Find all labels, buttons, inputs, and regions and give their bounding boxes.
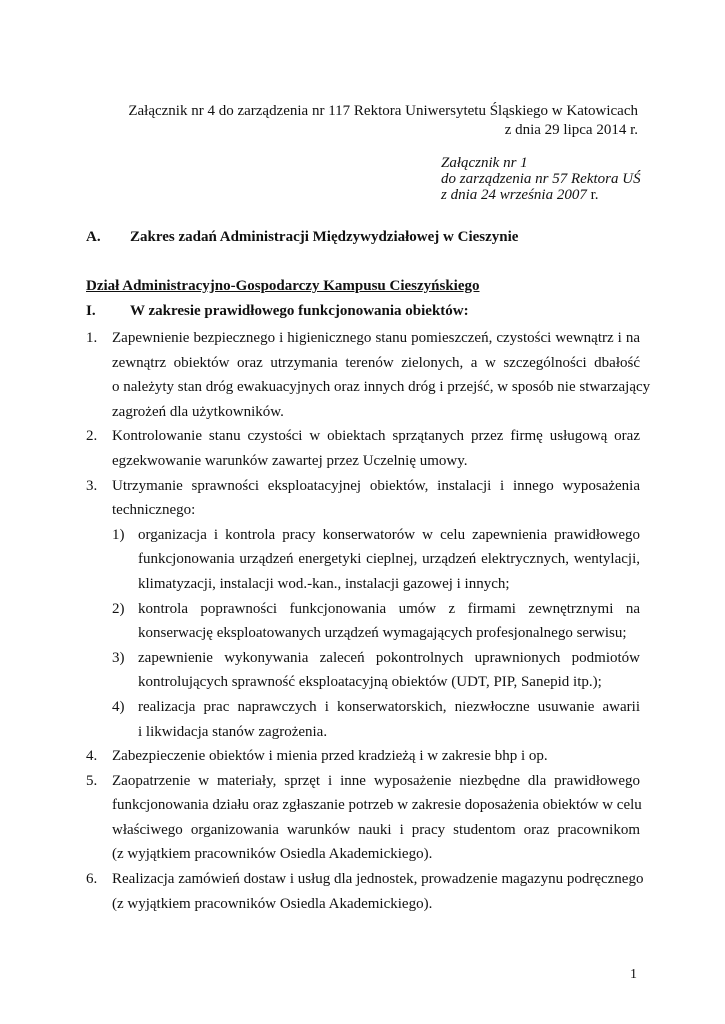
sub-list-item bbox=[112, 523, 640, 597]
sub-list-item-number: 3) bbox=[112, 649, 125, 666]
sub-list-item-number: 4) bbox=[112, 698, 125, 715]
list-item bbox=[86, 474, 640, 523]
subsection-i-heading bbox=[86, 303, 469, 320]
text-line: funkcjonowania działu oraz zgłaszanie potrzeb w zakresie doposażenia obiektów w celu bbox=[112, 797, 642, 814]
attachment-line-1: Załącznik nr 1 bbox=[441, 155, 528, 171]
text-line: (z wyjątkiem pracowników Osiedla Akademickiego). bbox=[112, 895, 433, 912]
list-item bbox=[86, 744, 640, 769]
text-line: zewnątrz obiektów oraz utrzymania terenów zielonych, a w szczególności dbałość bbox=[112, 354, 640, 371]
section-a-title: Zakres zadań Administracji Międzywydziałowej w Cieszynie bbox=[130, 229, 519, 245]
text-line: kontrolujących sprawność eksploatacyjną obiektów (UDT, PIP, Sanepid itp.); bbox=[138, 674, 602, 691]
text-line: Zabezpieczenie obiektów i mienia przed kradzieżą i w zakresie bhp i op. bbox=[112, 748, 548, 765]
section-a-heading bbox=[86, 229, 518, 246]
list-item bbox=[86, 424, 640, 473]
text-line: Zapewnienie bezpiecznego i higienicznego stanu pomieszczeń, czystości wewnątrz i na bbox=[112, 330, 640, 346]
text-line: Zaopatrzenie w materiały, sprzęt i inne wyposażenie niezbędne dla prawidłowego bbox=[112, 772, 640, 789]
text-line: Utrzymanie sprawności eksploatacyjnej obiektów, instalacji i innego wyposażenia bbox=[112, 477, 640, 494]
text-line: Realizacja zamówień dostaw i usług dla jednostek, prowadzenie magazynu podręcznego bbox=[112, 871, 644, 888]
sub-list-item bbox=[112, 646, 640, 695]
text-line: klimatyzacji, instalacji wod.-kan., instalacji gazowej i innych; bbox=[138, 575, 510, 592]
header-line-1: Załącznik nr 4 do zarządzenia nr 117 Rektora Uniwersytetu Śląskiego w Katowicach bbox=[128, 103, 638, 119]
text-line: technicznego: bbox=[112, 502, 196, 519]
sub-list-item-number: 2) bbox=[112, 600, 125, 617]
text-line: i likwidacja stanów zagrożenia. bbox=[138, 723, 328, 740]
attachment-line-2: do zarządzenia nr 57 Rektora UŚ bbox=[441, 171, 641, 187]
page-number: 1 bbox=[630, 967, 637, 982]
subsection-i-title: W zakresie prawidłowego funkcjonowania obiektów: bbox=[130, 303, 469, 319]
text-line: egzekwowanie warunków zawartej przez Uczelnię umowy. bbox=[112, 452, 468, 469]
list-item bbox=[86, 867, 644, 916]
text-line: realizacja prac naprawczych i konserwatorskich, niezwłoczne usuwanie awarii bbox=[138, 698, 640, 715]
list-item-number: 2. bbox=[86, 428, 98, 445]
list-item bbox=[86, 769, 640, 867]
sub-list-item-number: 1) bbox=[112, 526, 125, 543]
attachment-line-3 bbox=[441, 187, 599, 204]
sub-list-item bbox=[112, 597, 640, 646]
list-item-number: 3. bbox=[86, 477, 98, 494]
subsection-i-number: I. bbox=[86, 303, 96, 319]
list-item-number: 1. bbox=[86, 330, 98, 346]
attachment-date: z dnia 24 września 2007 bbox=[441, 187, 587, 203]
sub-list-item bbox=[112, 695, 640, 744]
list-item bbox=[86, 326, 651, 424]
list-item-number: 5. bbox=[86, 772, 98, 789]
text-line: Kontrolowanie stanu czystości w obiektach sprzątanych przez firmę usługową oraz bbox=[112, 428, 640, 445]
text-line: zagrożeń dla użytkowników. bbox=[112, 403, 284, 420]
text-line: (z wyjątkiem pracowników Osiedla Akademickiego). bbox=[112, 846, 433, 863]
section-a-letter: A. bbox=[86, 229, 101, 245]
department-title: Dział Administracyjno-Gospodarczy Kampusu Cieszyńskiego bbox=[86, 278, 480, 294]
task-list bbox=[86, 326, 651, 916]
text-line: o należyty stan dróg ewakuacyjnych oraz innych dróg i przejść, w sposób nie stwarzający bbox=[112, 379, 651, 396]
text-line: zapewnienie wykonywania zaleceń pokontrolnych uprawnionych podmiotów bbox=[138, 649, 640, 666]
text-line: organizacja i kontrola pracy konserwatorów w celu zapewnienia prawidłowego bbox=[138, 526, 640, 543]
list-item-number: 6. bbox=[86, 871, 98, 888]
text-line: kontrola poprawności funkcjonowania umów z firmami zewnętrznymi na bbox=[138, 600, 640, 617]
list-item-number: 4. bbox=[86, 748, 98, 765]
text-line: funkcjonowania urządzeń energetyki cieplnej, urządzeń elektrycznych, wentylacji, bbox=[138, 551, 640, 568]
text-line: konserwację eksploatowanych urządzeń wymagających profesjonalnego serwisu; bbox=[138, 625, 627, 642]
attachment-date-suffix: r. bbox=[586, 187, 599, 203]
header-line-2: z dnia 29 lipca 2014 r. bbox=[504, 122, 638, 138]
text-line: właściwego organizowania warunków nauki i pracy studentom oraz pracownikom bbox=[112, 821, 640, 838]
